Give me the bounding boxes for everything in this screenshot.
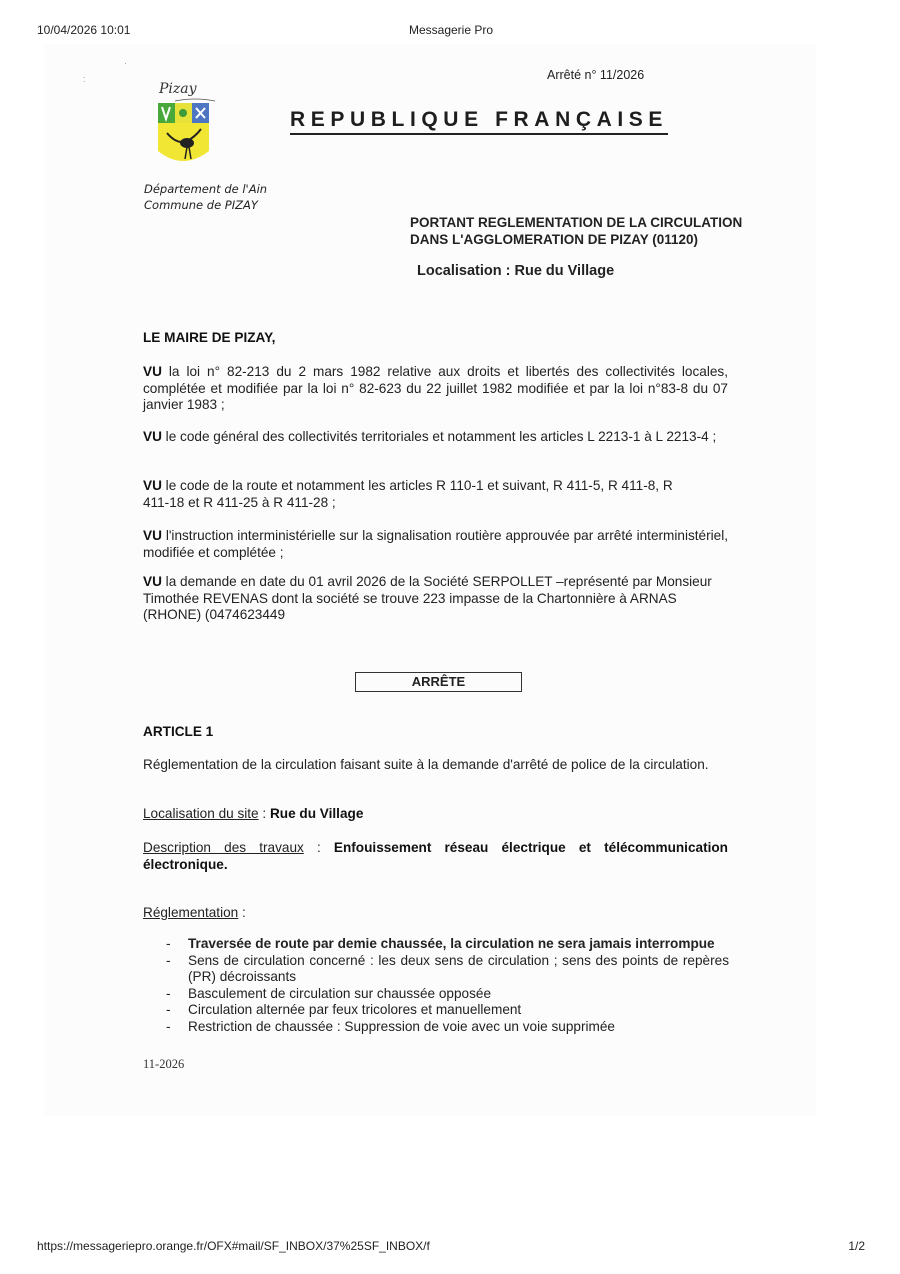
- vu-word: VU: [143, 429, 162, 444]
- list-item: [163, 936, 729, 953]
- vu-paragraph: [143, 528, 728, 561]
- maire-text: LE MAIRE DE PIZAY,: [143, 330, 276, 345]
- list-item-text: Traversée de route par demie chaussée, la circulation ne sera jamais interrompue: [188, 936, 715, 951]
- localisation-heading: Localisation : Rue du Village: [417, 263, 615, 279]
- logo-text: Pizay: [159, 81, 197, 97]
- reglementation-label: Réglementation: [143, 905, 239, 920]
- subject-line-2: DANS L'AGGLOMERATION DE PIZAY (01120): [410, 232, 699, 247]
- list-item: - Basculement de circulation sur chaussée opposée: [163, 986, 729, 1003]
- vu-word: VU: [143, 364, 162, 379]
- vu-word: VU: [143, 478, 162, 493]
- print-url: https://messageriepro.orange.fr/OFX#mail/SF_INBOX/37%25SF_INBOX/f: [37, 1239, 430, 1253]
- vu-paragraph: [143, 478, 693, 511]
- list-item: - Sens de circulation concerné : les deux sens de circulation ; sens des points de repères (PR) décroissants: [163, 953, 729, 986]
- reglementation-list: [163, 936, 729, 1035]
- vu-text: le code de la route et notamment les articles R 110-1 et suivant, R 411-5, R 411-8, R 411-18 et R 411-25 à R 411-28 ;: [143, 478, 673, 510]
- site-value: Rue du Village: [269, 806, 364, 821]
- print-datetime: 10/04/2026 10:01: [37, 23, 131, 37]
- vu-text: la demande en date du 01 avril 2026 de la Société SERPOLLET –représenté par Monsieur Timothée REVENAS dont la société se trouve 223 impasse de la Chartonnière à ARNAS (RHONE) (0474623449: [143, 574, 712, 622]
- commune-info: [144, 181, 267, 213]
- vu-paragraph: [143, 429, 728, 446]
- print-page-number: 1/2: [848, 1239, 865, 1253]
- site-label: Localisation du site: [143, 806, 259, 821]
- travaux-line: Description des travaux : Enfouissement réseau électrique et télécommunication électronique.: [143, 840, 728, 872]
- list-item: - Circulation alternée par feux tricolores et manuellement: [163, 1002, 729, 1019]
- vu-text: la loi n° 82-213 du 2 mars 1982 relative aux droits et libertés des collectivités locales, complétée et modifiée par la loi n° 82-623 du 22 juillet 1982 modifiée et par la loi n°83-8 du 07 janvier 1983 ;: [143, 364, 729, 412]
- arrete-box: ARRÊTE: [355, 672, 522, 692]
- commune: Commune de PIZAY: [144, 198, 258, 212]
- article-1-title-text: ARTICLE 1: [143, 724, 214, 739]
- vu-word: VU: [143, 528, 162, 543]
- departement: Département de l'Ain: [144, 182, 268, 196]
- scan-speck: :: [83, 74, 86, 84]
- commune-logo: [157, 83, 217, 169]
- vu-paragraph: [143, 364, 728, 414]
- site-line: Localisation du site : Rue du Village: [143, 806, 364, 821]
- subject-title: [410, 214, 742, 248]
- subject-line-1: PORTANT REGLEMENTATION DE LA CIRCULATION: [410, 215, 743, 230]
- vu-word: VU: [143, 574, 162, 589]
- article-1-text: Réglementation de la circulation faisant suite à la demande d'arrêté de police de la circulation.: [143, 757, 709, 772]
- travaux-label: Description des travaux: [143, 840, 304, 855]
- republique-heading: REPUBLIQUE FRANÇAISE: [290, 108, 668, 135]
- vu-paragraph: [143, 574, 713, 624]
- maire-heading: [143, 330, 728, 347]
- footer-code: 11-2026: [143, 1057, 185, 1071]
- travaux-value: Enfouissement réseau électrique et télécommunication électronique.: [143, 840, 728, 872]
- list-item: - Restriction de chaussée : Suppression de voie avec un voie supprimée: [163, 1019, 729, 1036]
- arrete-number: Arrêté n° 11/2026: [547, 68, 645, 82]
- print-app-title: Messagerie Pro: [408, 23, 494, 37]
- vu-text: le code général des collectivités territoriales et notamment les articles L 2213-1 à L 2213-4 ;: [165, 429, 717, 444]
- article-1-title: [143, 724, 728, 741]
- vu-text: l'instruction interministérielle sur la signalisation routière approuvée par arrêté interministériel, modifiée et complétée ;: [143, 528, 728, 560]
- scan-speck: ·: [124, 58, 127, 68]
- reglementation-label-line: Réglementation :: [143, 905, 246, 920]
